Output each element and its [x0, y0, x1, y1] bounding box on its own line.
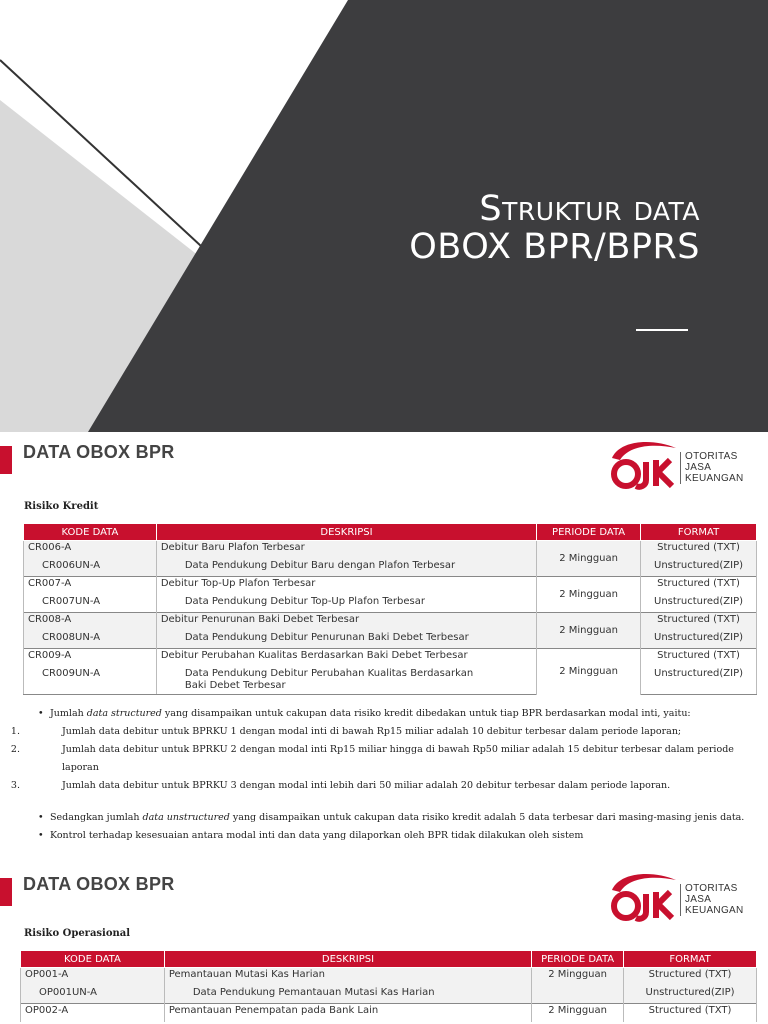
note-number: 2.: [10, 744, 20, 755]
section-title: Risiko Kredit: [24, 501, 99, 512]
periode-cell: 2 Mingguan: [537, 649, 641, 695]
format-cell: Structured (TXT): [641, 541, 757, 559]
kode-cell: CR007-A: [24, 577, 157, 595]
slide-title: DATA OBOX BPR: [23, 442, 175, 462]
logo-text: [685, 451, 744, 484]
logo-text-line2: JASA: [685, 894, 712, 905]
deskripsi-cell: Debitur Penurunan Baki Debet Terbesar: [156, 613, 536, 631]
note-text: Kontrol terhadap kesesuaian antara modal inti dan data yang dilaporkan oleh BPR tidak dilakukan oleh sistem: [50, 830, 584, 841]
red-accent-bar: [0, 446, 12, 474]
deskripsi-cell: Data Pendukung Pemantauan Mutasi Kas Harian: [164, 986, 531, 1004]
note-text: Jumlah data debitur untuk BPRKU 1 dengan modal inti di bawah Rp15 miliar adalah 10 debitur terbesar dalam periode laporan;: [62, 726, 682, 737]
cover-dash: [636, 329, 688, 331]
note-text: yang disampaikan untuk cakupan data risiko kredit dibedakan untuk tiap BPR berdasarkan modal inti, yaitu:: [161, 708, 691, 719]
format-cell: Unstructured(ZIP): [641, 631, 757, 649]
logo-text-line1: OTORITAS: [685, 451, 738, 462]
deskripsi-cell: Debitur Baru Plafon Terbesar: [156, 541, 536, 559]
note-text: Jumlah data debitur untuk BPRKU 2 dengan modal inti Rp15 miliar hingga di bawah Rp50 miliar adalah 15 debitur terbesar dalam periode laporan: [62, 744, 734, 773]
table-row: [24, 595, 757, 613]
bullet-marker: •: [38, 830, 44, 841]
note-item-3: [10, 777, 748, 795]
kode-cell: OP001-A: [21, 968, 165, 986]
section-title: Risiko Operasional: [24, 928, 131, 939]
logo-text-line3: KEUANGAN: [685, 905, 744, 916]
format-cell: Structured (TXT): [641, 577, 757, 595]
ojk-logo: [606, 870, 751, 926]
kode-cell: CR009UN-A: [24, 667, 157, 695]
header-kode: KODE DATA: [24, 524, 157, 541]
kode-cell: CR006-A: [24, 541, 157, 559]
note-item-1: [10, 723, 748, 741]
deskripsi-cell: Debitur Top-Up Plafon Terbesar: [156, 577, 536, 595]
deskripsi-cell: Data Pendukung Debitur Penurunan Baki Debet Terbesar: [156, 631, 536, 649]
logo-text-line2: JASA: [685, 462, 712, 473]
cover-title-line2: OBOX BPR/BPRS: [409, 227, 700, 267]
note-text: yang disampaikan untuk cakupan data risiko kredit adalah 5 data terbesar dari masing-masing jenis data.: [229, 812, 745, 823]
note-text: Sedangkan jumlah: [50, 812, 143, 823]
cover-title: [380, 190, 700, 266]
kode-cell: OP001UN-A: [21, 986, 165, 1004]
ojk-mark-icon: [606, 870, 678, 926]
table-row: [24, 577, 757, 595]
format-cell: Unstructured(ZIP): [641, 595, 757, 613]
note-intro: [38, 705, 748, 723]
deskripsi-cell: Data Pendukung Debitur Baru dengan Plafon Terbesar: [156, 559, 536, 577]
deskripsi-cell: Pemantauan Penempatan pada Bank Lain: [164, 1004, 531, 1022]
risiko-kredit-table: [23, 523, 757, 695]
note-emphasis: data unstructured: [142, 812, 230, 823]
deskripsi-cell: Debitur Perubahan Kualitas Berdasarkan Baki Debet Terbesar: [156, 649, 536, 667]
table-row: [24, 649, 757, 667]
note-item-2: [10, 741, 748, 777]
note-number: 1.: [10, 726, 20, 737]
note-bullet-1: [38, 809, 748, 827]
table-header-row: [21, 951, 757, 968]
logo-text: [685, 883, 744, 916]
risiko-operasional-table: [20, 950, 757, 1022]
header-periode: PERIODE DATA: [532, 951, 624, 968]
note-bullet-2: [38, 827, 748, 845]
periode-cell: 2 Mingguan: [532, 968, 624, 986]
cover-slide: [0, 0, 768, 432]
logo-text-line3: KEUANGAN: [685, 473, 744, 484]
header-kode: KODE DATA: [21, 951, 165, 968]
note-text: Jumlah data debitur untuk BPRKU 3 dengan modal inti lebih dari 50 miliar adalah 20 debitur terbesar dalam periode laporan.: [62, 780, 671, 791]
kode-cell: CR006UN-A: [24, 559, 157, 577]
format-cell: Structured (TXT): [624, 968, 757, 986]
note-text: Jumlah: [50, 708, 87, 719]
header-format: FORMAT: [624, 951, 757, 968]
ojk-mark-icon: [606, 438, 678, 494]
bullet-marker: •: [38, 812, 44, 823]
format-cell: Structured (TXT): [624, 1004, 757, 1022]
table-row: [21, 986, 757, 1004]
table-header-row: [24, 524, 757, 541]
header-format: FORMAT: [641, 524, 757, 541]
format-cell: Unstructured(ZIP): [641, 667, 757, 695]
periode-cell: [532, 986, 624, 1004]
note-number: 3.: [10, 780, 20, 791]
kode-cell: CR008UN-A: [24, 631, 157, 649]
header-periode: PERIODE DATA: [537, 524, 641, 541]
periode-cell: 2 Mingguan: [537, 613, 641, 649]
bullet-marker: •: [38, 708, 44, 719]
deskripsi-cell: Pemantauan Mutasi Kas Harian: [164, 968, 531, 986]
slide-risiko-kredit: [0, 432, 768, 864]
cover-title-line1: Struktur data: [479, 189, 700, 229]
logo-separator: [680, 452, 681, 484]
format-cell: Structured (TXT): [641, 649, 757, 667]
table-row: [24, 541, 757, 559]
table-row: [24, 667, 757, 695]
header-deskripsi: DESKRIPSI: [164, 951, 531, 968]
format-cell: Unstructured(ZIP): [624, 986, 757, 1004]
notes-list: [10, 705, 748, 845]
logo-separator: [680, 884, 681, 916]
kode-cell: OP002-A: [21, 1004, 165, 1022]
deskripsi-cell: Data Pendukung Debitur Perubahan Kualitas Berdasarkan Baki Debet Terbesar: [156, 667, 536, 695]
note-emphasis: data structured: [86, 708, 162, 719]
kode-cell: CR008-A: [24, 613, 157, 631]
ojk-logo: [606, 438, 751, 494]
table-row: [24, 559, 757, 577]
periode-cell: 2 Mingguan: [537, 577, 641, 613]
deskripsi-cell: Data Pendukung Debitur Top-Up Plafon Terbesar: [156, 595, 536, 613]
logo-text-line1: OTORITAS: [685, 883, 738, 894]
note-spacer: [40, 795, 748, 809]
kode-cell: CR007UN-A: [24, 595, 157, 613]
kode-cell: CR009-A: [24, 649, 157, 667]
format-cell: Structured (TXT): [641, 613, 757, 631]
header-deskripsi: DESKRIPSI: [156, 524, 536, 541]
table-row: [21, 968, 757, 986]
slide-title: DATA OBOX BPR: [23, 874, 175, 894]
red-accent-bar: [0, 878, 12, 906]
format-cell: Unstructured(ZIP): [641, 559, 757, 577]
table-row: [24, 613, 757, 631]
table-row: [21, 1004, 757, 1022]
slide-risiko-operasional: [0, 864, 768, 1024]
periode-cell: 2 Mingguan: [537, 541, 641, 577]
periode-cell: 2 Mingguan: [532, 1004, 624, 1022]
table-row: [24, 631, 757, 649]
